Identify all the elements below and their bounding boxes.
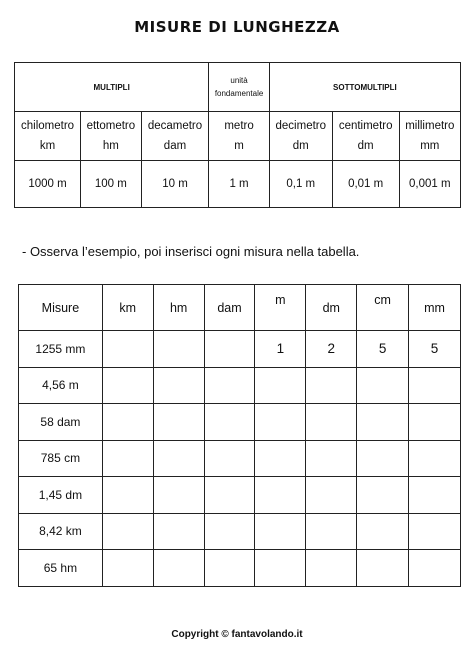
answer-cell-dm[interactable] <box>306 440 357 477</box>
answer-cell-cm[interactable] <box>357 367 409 404</box>
unit-value: 0,001 m <box>399 161 460 208</box>
exercise-body <box>19 331 461 587</box>
answer-cell-hm[interactable] <box>153 550 204 587</box>
unit-value: 1 m <box>209 161 269 208</box>
answer-cell-hm[interactable] <box>153 513 204 550</box>
unit-cell-mm <box>399 112 460 161</box>
answer-cell-cm[interactable] <box>357 404 409 441</box>
answer-cell-cm[interactable] <box>357 440 409 477</box>
answer-cell-km[interactable] <box>102 513 153 550</box>
unit-name: decametro <box>147 120 203 132</box>
measure-cell: 1,45 dm <box>19 477 103 514</box>
unit-name: ettometro <box>86 120 136 132</box>
instruction-text: - Osserva l’esempio, poi inserisci ogni misura nella tabella. <box>22 244 360 259</box>
base-unit-header-line2: fondamentale <box>214 89 264 98</box>
unit-values-row <box>15 161 461 208</box>
page-title: MISURE DI LUNGHEZZA <box>134 18 340 36</box>
answer-cell-dam[interactable] <box>204 550 255 587</box>
unit-cell-cm <box>332 112 399 161</box>
unit-name: chilometro <box>21 120 75 132</box>
header-m: m <box>255 285 306 331</box>
answer-cell-dm[interactable] <box>306 367 357 404</box>
answer-cell-hm[interactable] <box>153 404 204 441</box>
header-km: km <box>102 285 153 331</box>
answer-cell-dm[interactable] <box>306 513 357 550</box>
answer-cell-m[interactable] <box>255 550 306 587</box>
unit-cell-dm <box>269 112 332 161</box>
table-row <box>19 440 461 477</box>
multiples-header: MULTIPLI <box>15 63 209 112</box>
answer-cell-dam[interactable] <box>204 404 255 441</box>
answer-cell-cm[interactable] <box>357 477 409 514</box>
unit-name: millimetro <box>405 120 455 132</box>
answer-cell-hm[interactable] <box>153 477 204 514</box>
answer-cell-mm[interactable] <box>409 550 461 587</box>
unit-names-row <box>15 112 461 161</box>
answer-cell-km[interactable] <box>102 367 153 404</box>
table-row <box>19 367 461 404</box>
answer-cell-hm[interactable] <box>153 331 204 368</box>
answer-cell-mm[interactable] <box>409 367 461 404</box>
unit-symbol: dm <box>357 140 374 152</box>
answer-cell-dam[interactable] <box>204 440 255 477</box>
answer-cell-m[interactable]: 1 <box>255 331 306 368</box>
answer-cell-cm[interactable] <box>357 550 409 587</box>
unit-value: 1000 m <box>15 161 81 208</box>
table-row <box>19 513 461 550</box>
exercise-table <box>18 284 461 587</box>
answer-cell-cm[interactable] <box>357 513 409 550</box>
measure-cell: 8,42 km <box>19 513 103 550</box>
unit-name: centimetro <box>338 120 393 132</box>
answer-cell-km[interactable] <box>102 404 153 441</box>
unit-symbol: dm <box>292 140 309 152</box>
table-row <box>19 477 461 514</box>
measure-cell: 1255 mm <box>19 331 103 368</box>
answer-cell-mm[interactable] <box>409 440 461 477</box>
answer-cell-dm[interactable]: 2 <box>306 331 357 368</box>
answer-cell-m[interactable] <box>255 404 306 441</box>
answer-cell-dm[interactable] <box>306 550 357 587</box>
measure-cell: 4,56 m <box>19 367 103 404</box>
unit-symbol: hm <box>102 140 119 152</box>
unit-value: 10 m <box>141 161 209 208</box>
answer-cell-m[interactable] <box>255 440 306 477</box>
submultiples-header: SOTTOMULTIPLI <box>269 63 460 112</box>
unit-symbol: km <box>39 140 56 152</box>
copyright-footer: Copyright © fantavolando.it <box>171 629 303 640</box>
unit-value: 100 m <box>81 161 142 208</box>
unit-symbol: m <box>234 140 244 152</box>
measure-cell: 785 cm <box>19 440 103 477</box>
answer-cell-dam[interactable] <box>204 477 255 514</box>
answer-cell-dam[interactable] <box>204 331 255 368</box>
unit-symbol: mm <box>420 140 440 152</box>
answer-cell-m[interactable] <box>255 513 306 550</box>
measure-cell: 65 hm <box>19 550 103 587</box>
unit-cell-m <box>209 112 269 161</box>
reference-table <box>14 62 461 208</box>
base-unit-header <box>209 63 269 112</box>
reference-header-row <box>15 63 461 112</box>
answer-cell-km[interactable] <box>102 477 153 514</box>
answer-cell-mm[interactable] <box>409 477 461 514</box>
unit-name: decimetro <box>275 120 327 132</box>
answer-cell-mm[interactable]: 5 <box>409 331 461 368</box>
header-mm: mm <box>409 285 461 331</box>
answer-cell-km[interactable] <box>102 331 153 368</box>
header-measures: Misure <box>19 285 103 331</box>
answer-cell-mm[interactable] <box>409 513 461 550</box>
header-dam: dam <box>204 285 255 331</box>
answer-cell-cm[interactable]: 5 <box>357 331 409 368</box>
base-unit-header-line1: unità <box>230 76 248 85</box>
unit-name: metro <box>224 120 254 132</box>
answer-cell-mm[interactable] <box>409 404 461 441</box>
answer-cell-dam[interactable] <box>204 513 255 550</box>
unit-value: 0,1 m <box>269 161 332 208</box>
unit-cell-km <box>15 112 81 161</box>
header-cm: cm <box>357 285 409 331</box>
answer-cell-km[interactable] <box>102 550 153 587</box>
answer-cell-dm[interactable] <box>306 404 357 441</box>
unit-cell-dam <box>141 112 209 161</box>
answer-cell-m[interactable] <box>255 367 306 404</box>
header-dm: dm <box>306 285 357 331</box>
answer-cell-hm[interactable] <box>153 440 204 477</box>
table-row <box>19 550 461 587</box>
table-row <box>19 404 461 441</box>
unit-cell-hm <box>81 112 142 161</box>
exercise-header-row <box>19 285 461 331</box>
answer-cell-hm[interactable] <box>153 367 204 404</box>
measure-cell: 58 dam <box>19 404 103 441</box>
answer-cell-m[interactable] <box>255 477 306 514</box>
answer-cell-dm[interactable] <box>306 477 357 514</box>
table-row <box>19 331 461 368</box>
header-hm: hm <box>153 285 204 331</box>
answer-cell-km[interactable] <box>102 440 153 477</box>
unit-symbol: dam <box>163 140 187 152</box>
unit-value: 0,01 m <box>332 161 399 208</box>
answer-cell-dam[interactable] <box>204 367 255 404</box>
